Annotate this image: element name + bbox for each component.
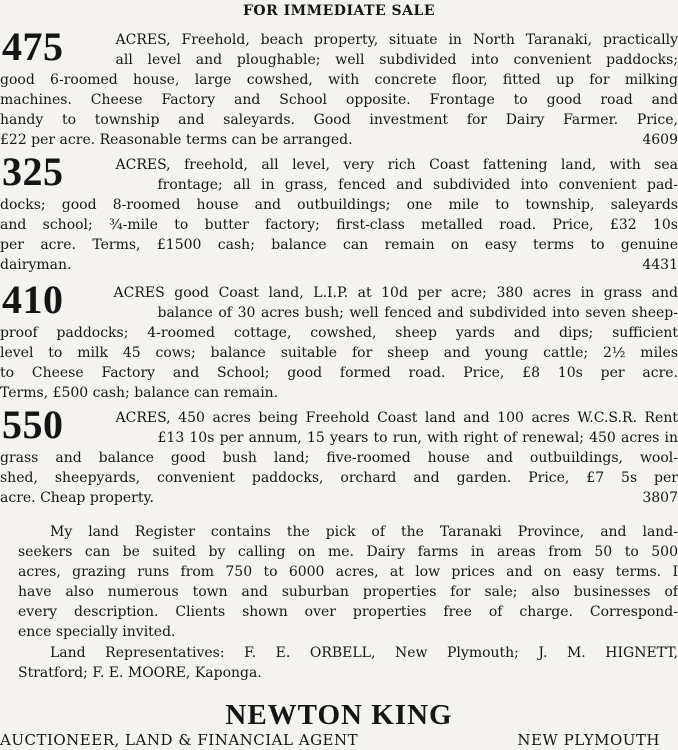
listing-410	[0, 277, 678, 403]
listing-number: 550	[2, 402, 64, 447]
listing-line: acre. Cheap property.	[0, 490, 154, 506]
listing-number: 410	[2, 277, 64, 322]
listing-last-line	[0, 130, 678, 150]
listing-line: and school; ¾-mile to butter factory; first-class metalled road. Price, £32 10s	[0, 217, 678, 233]
representatives-line: Land Representatives: F. E. ORBELL, New Plymouth; J. M. HIGNETT,	[50, 645, 678, 661]
listing-line: dairyman.	[0, 257, 72, 273]
listing-line: machines. Cheese Factory and School opposite. Frontage to good road and	[0, 92, 678, 108]
listing-number: 325	[2, 149, 64, 194]
register-paragraph	[0, 522, 678, 642]
listing-325	[0, 149, 678, 275]
advertiser-footer	[0, 730, 678, 750]
register-line: every description. Clients shown over properties free of charge. Correspond-	[18, 604, 678, 620]
register-line: acres, grazing runs from 750 to 6000 acres, at low prices and on easy terms. I	[18, 564, 678, 580]
register-line: have also numerous town and suburban properties for sale; also businesses of	[18, 584, 678, 600]
listing-line: ACRES, 450 acres being Freehold Coast land and 100 acres W.C.S.R. Rent	[115, 410, 678, 426]
listing-550	[0, 402, 678, 508]
listing-number: 475	[2, 24, 64, 69]
advertiser-location: NEW PLYMOUTH	[517, 731, 660, 749]
register-line: seekers can be suited by calling on me. Dairy farms in areas from 50 to 500	[18, 544, 678, 560]
listing-line: to Cheese Factory and School; good formed road. Price, £8 10s per acre.	[0, 365, 678, 381]
land-representatives	[0, 643, 678, 683]
listing-ref: 4609	[642, 132, 678, 148]
listing-line: Terms, £500 cash; balance can remain.	[0, 385, 279, 401]
listing-line: ACRES good Coast land, L.I.P. at 10d per acre; 380 acres in grass and	[113, 285, 678, 301]
listing-line: docks; good 8-roomed house and outbuildings; one mile to township, saleyards	[0, 197, 678, 213]
listing-line: shed, sheepyards, convenient paddocks, orchard and garden. Price, £7 5s per	[0, 470, 678, 486]
listing-line: level to milk 45 cows; balance suitable for sheep and young cattle; 2½ miles	[0, 345, 678, 361]
register-line: My land Register contains the pick of the Taranaki Province, and land-	[50, 524, 678, 540]
listing-last-line	[0, 488, 678, 508]
listing-ref: 3807	[642, 490, 678, 506]
listing-last-line	[0, 255, 678, 275]
listing-line: grass and balance good bush land; five-roomed house and outbuildings, wool-	[0, 450, 678, 466]
advertiser-occupation: AUCTIONEER, LAND & FINANCIAL AGENT	[0, 731, 359, 749]
listing-ref: 4431	[642, 257, 678, 273]
listing-line: frontage; all in grass, fenced and subdivided into convenient pad-	[157, 177, 678, 193]
listing-line: balance of 30 acres bush; well fenced and subdivided into seven sheep-	[157, 305, 678, 321]
listing-line: ACRES, freehold, all level, very rich Coast fattening land, with sea	[115, 157, 678, 173]
listing-line: £22 per acre. Reasonable terms can be arranged.	[0, 132, 353, 148]
listing-line: £13 10s per annum, 15 years to run, with right of renewal; 450 acres in	[157, 430, 678, 446]
listing-line: good 6-roomed house, large cowshed, with concrete floor, fitted up for milking	[0, 72, 678, 88]
listing-line: proof paddocks; 4-roomed cottage, cowshed, sheep yards and dips; sufficient	[0, 325, 678, 341]
register-line: ence specially invited.	[18, 624, 176, 640]
listing-line: all level and ploughable; well subdivided into convenient paddocks;	[115, 52, 678, 68]
advertiser-name: NEWTON KING	[225, 699, 453, 731]
page-heading: FOR IMMEDIATE SALE	[242, 3, 436, 19]
listing-line: handy to township and saleyards. Good investment for Dairy Farmer. Price,	[0, 112, 678, 128]
listing-line: ACRES, Freehold, beach property, situate in North Taranaki, practically	[115, 32, 678, 48]
representatives-line: Stratford; F. E. MOORE, Kaponga.	[18, 665, 262, 681]
listing-line: per acre. Terms, £1500 cash; balance can remain on easy terms to genuine	[0, 237, 678, 253]
listing-475	[0, 24, 678, 150]
